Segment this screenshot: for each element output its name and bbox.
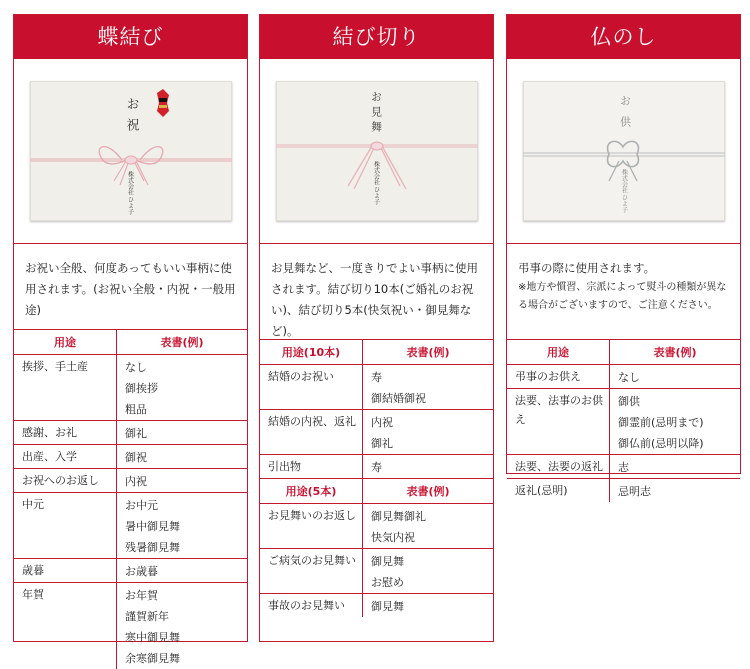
- table-row: [507, 389, 740, 455]
- use-cell: 返礼(忌明): [507, 479, 610, 503]
- usage-table: [507, 339, 740, 502]
- label-cell: なし 御挨拶 粗品: [117, 355, 247, 421]
- table-row: [260, 504, 493, 549]
- header-label: 表書(例): [117, 330, 247, 355]
- label-cell: 忌明志: [610, 479, 740, 503]
- table-row: [260, 365, 493, 410]
- table-row: [260, 549, 493, 594]
- use-cell: 法要、法要の返礼: [507, 455, 610, 479]
- use-cell: お見舞いのお返し: [260, 504, 363, 549]
- card-description: 弔事の際に使用されます。: [518, 258, 729, 279]
- header-use: 用途: [14, 330, 117, 355]
- noshi-image-area: [14, 59, 247, 244]
- label-cell: 寿 御結婚御祝: [363, 365, 493, 410]
- use-cell: 出産、入学: [14, 445, 117, 469]
- use-cell: 歳暮: [14, 559, 117, 583]
- use-cell: 感謝、お礼: [14, 421, 117, 445]
- use-cell: 法要、法事のお供え: [507, 389, 610, 455]
- usage-table-5: [260, 478, 493, 617]
- table-row: [14, 421, 247, 445]
- card-description: お見舞など、一度きりでよい事柄に使用されます。結び切り10本(ご婚礼のお祝い)、結び切り5本(快気祝い・御見舞など)。: [260, 244, 493, 339]
- noshi-sender-text: 株式会社 ひよ子: [620, 169, 629, 213]
- use-cell: ご病気のお見舞い: [260, 549, 363, 594]
- label-cell: 御見舞: [363, 594, 493, 618]
- label-cell: 内祝: [117, 469, 247, 493]
- label-cell: お中元 暑中御見舞 残暑御見舞: [117, 493, 247, 559]
- usage-table: [14, 329, 247, 669]
- card-note: ※地方や慣習、宗派によって熨斗の種類が異なる場合がございますので、ご注意ください。: [518, 279, 729, 315]
- table-row: [260, 410, 493, 455]
- table-row: [14, 469, 247, 493]
- table-row: [14, 559, 247, 583]
- header-use: 用途(5本): [260, 479, 363, 504]
- card-title: 仏のし: [507, 15, 740, 59]
- noshi-sender-text: 株式会社 ひよ子: [126, 171, 135, 215]
- label-cell: なし: [610, 365, 740, 389]
- noshi-image-area: [260, 59, 493, 244]
- noshi-paper-buddhist-image: [523, 81, 725, 221]
- use-cell: 中元: [14, 493, 117, 559]
- use-cell: 弔事のお供え: [507, 365, 610, 389]
- card-description: お祝い全般、何度あってもいい事柄に使用されます。(お祝い全般・内祝・一般用途): [14, 244, 247, 329]
- table-row: [14, 493, 247, 559]
- table-row: [260, 455, 493, 479]
- header-label: 表書(例): [363, 340, 493, 365]
- use-cell: 結婚の内祝、返礼: [260, 410, 363, 455]
- use-cell: 年賀: [14, 583, 117, 669]
- card-title: 蝶結び: [14, 15, 247, 59]
- header-use: 用途(10本): [260, 340, 363, 365]
- header-label: 表書(例): [363, 479, 493, 504]
- label-cell: お年賀 謹賀新年 寒中御見舞 余寒御見舞: [117, 583, 247, 669]
- label-cell: 御見舞御礼 快気内祝: [363, 504, 493, 549]
- header-use: 用途: [507, 340, 610, 365]
- card-description-block: [507, 244, 740, 339]
- label-cell: 御見舞 お慰め: [363, 549, 493, 594]
- noshi-main-text: お祝: [122, 97, 141, 139]
- card-title: 結び切り: [260, 15, 493, 59]
- card-hotoke-noshi: [506, 14, 741, 474]
- usage-table-10: [260, 339, 493, 478]
- table-row: [507, 479, 740, 503]
- use-cell: 引出物: [260, 455, 363, 479]
- label-cell: 御礼: [117, 421, 247, 445]
- table-row: [507, 365, 740, 389]
- label-cell: 御祝: [117, 445, 247, 469]
- noshi-main-text: お供: [617, 95, 633, 137]
- header-label: 表書(例): [610, 340, 740, 365]
- use-cell: 結婚のお祝い: [260, 365, 363, 410]
- noshi-image-area: [507, 59, 740, 244]
- card-musubi-kiri: [259, 14, 494, 642]
- label-cell: お歳暮: [117, 559, 247, 583]
- table-row: [14, 583, 247, 669]
- noshi-main-text: お見舞: [368, 91, 384, 136]
- table-row: [14, 445, 247, 469]
- noshi-sender-text: 株式会社 ひよ子: [372, 161, 381, 205]
- label-cell: 志: [610, 455, 740, 479]
- label-cell: 内祝 御礼: [363, 410, 493, 455]
- label-cell: 御供 御霊前(忌明まで) 御仏前(忌明以降): [610, 389, 740, 455]
- use-cell: 事故のお見舞い: [260, 594, 363, 618]
- table-row: [14, 355, 247, 421]
- use-cell: お祝へのお返し: [14, 469, 117, 493]
- use-cell: 挨拶、手土産: [14, 355, 117, 421]
- noshi-paper-knot-image: [276, 81, 478, 221]
- card-chou-musubi: [13, 14, 248, 642]
- table-row: [507, 455, 740, 479]
- table-row: [260, 594, 493, 618]
- noshi-paper-bow-image: [30, 81, 232, 221]
- label-cell: 寿: [363, 455, 493, 479]
